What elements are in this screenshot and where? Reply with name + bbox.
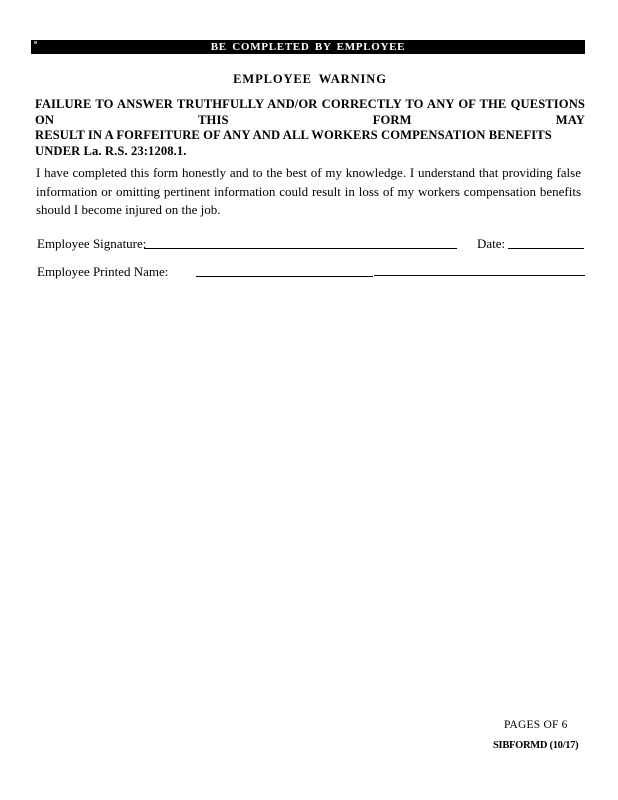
acknowledgement-paragraph	[36, 164, 581, 220]
employee-printed-name-field-extension[interactable]	[374, 275, 585, 276]
footer-page-indicator: PAGES OF 6	[504, 719, 568, 731]
footer-form-code: SIBFORMD (10/17)	[493, 740, 579, 751]
employee-signature-label: Employee Signature:	[37, 236, 147, 251]
page-title: EMPLOYEE WARNING	[233, 72, 387, 86]
header-bar-label: BE COMPLETED BY EMPLOYEE	[210, 41, 406, 53]
date-field[interactable]	[508, 248, 584, 249]
acknowledgement-line-1: I have completed this form honestly and to the best of my knowledge. I understand that providing false	[36, 165, 581, 180]
employee-signature-field[interactable]	[144, 248, 457, 249]
employee-printed-name-label: Employee Printed Name:	[37, 264, 169, 279]
date-label: Date:	[477, 236, 506, 251]
warning-paragraph	[35, 97, 585, 159]
acknowledgement-line-2: information or omitting pertinent information could result in loss of my workers compensation benefits	[36, 183, 581, 199]
header-bar	[31, 40, 585, 54]
acknowledgement-line-3: should I become injured on the job.	[36, 202, 221, 218]
scan-speck	[34, 41, 37, 44]
warning-line-2: RESULT IN A FORFEITURE OF ANY AND ALL WORKERS COMPENSATION BENEFITS UNDER La. R.S. 23:1208.1.	[35, 128, 552, 158]
warning-line-1: FAILURE TO ANSWER TRUTHFULLY AND/OR CORRECTLY TO ANY OF THE QUESTIONS ON THIS FORM MAY	[35, 97, 585, 127]
employee-printed-name-field[interactable]	[196, 276, 373, 277]
